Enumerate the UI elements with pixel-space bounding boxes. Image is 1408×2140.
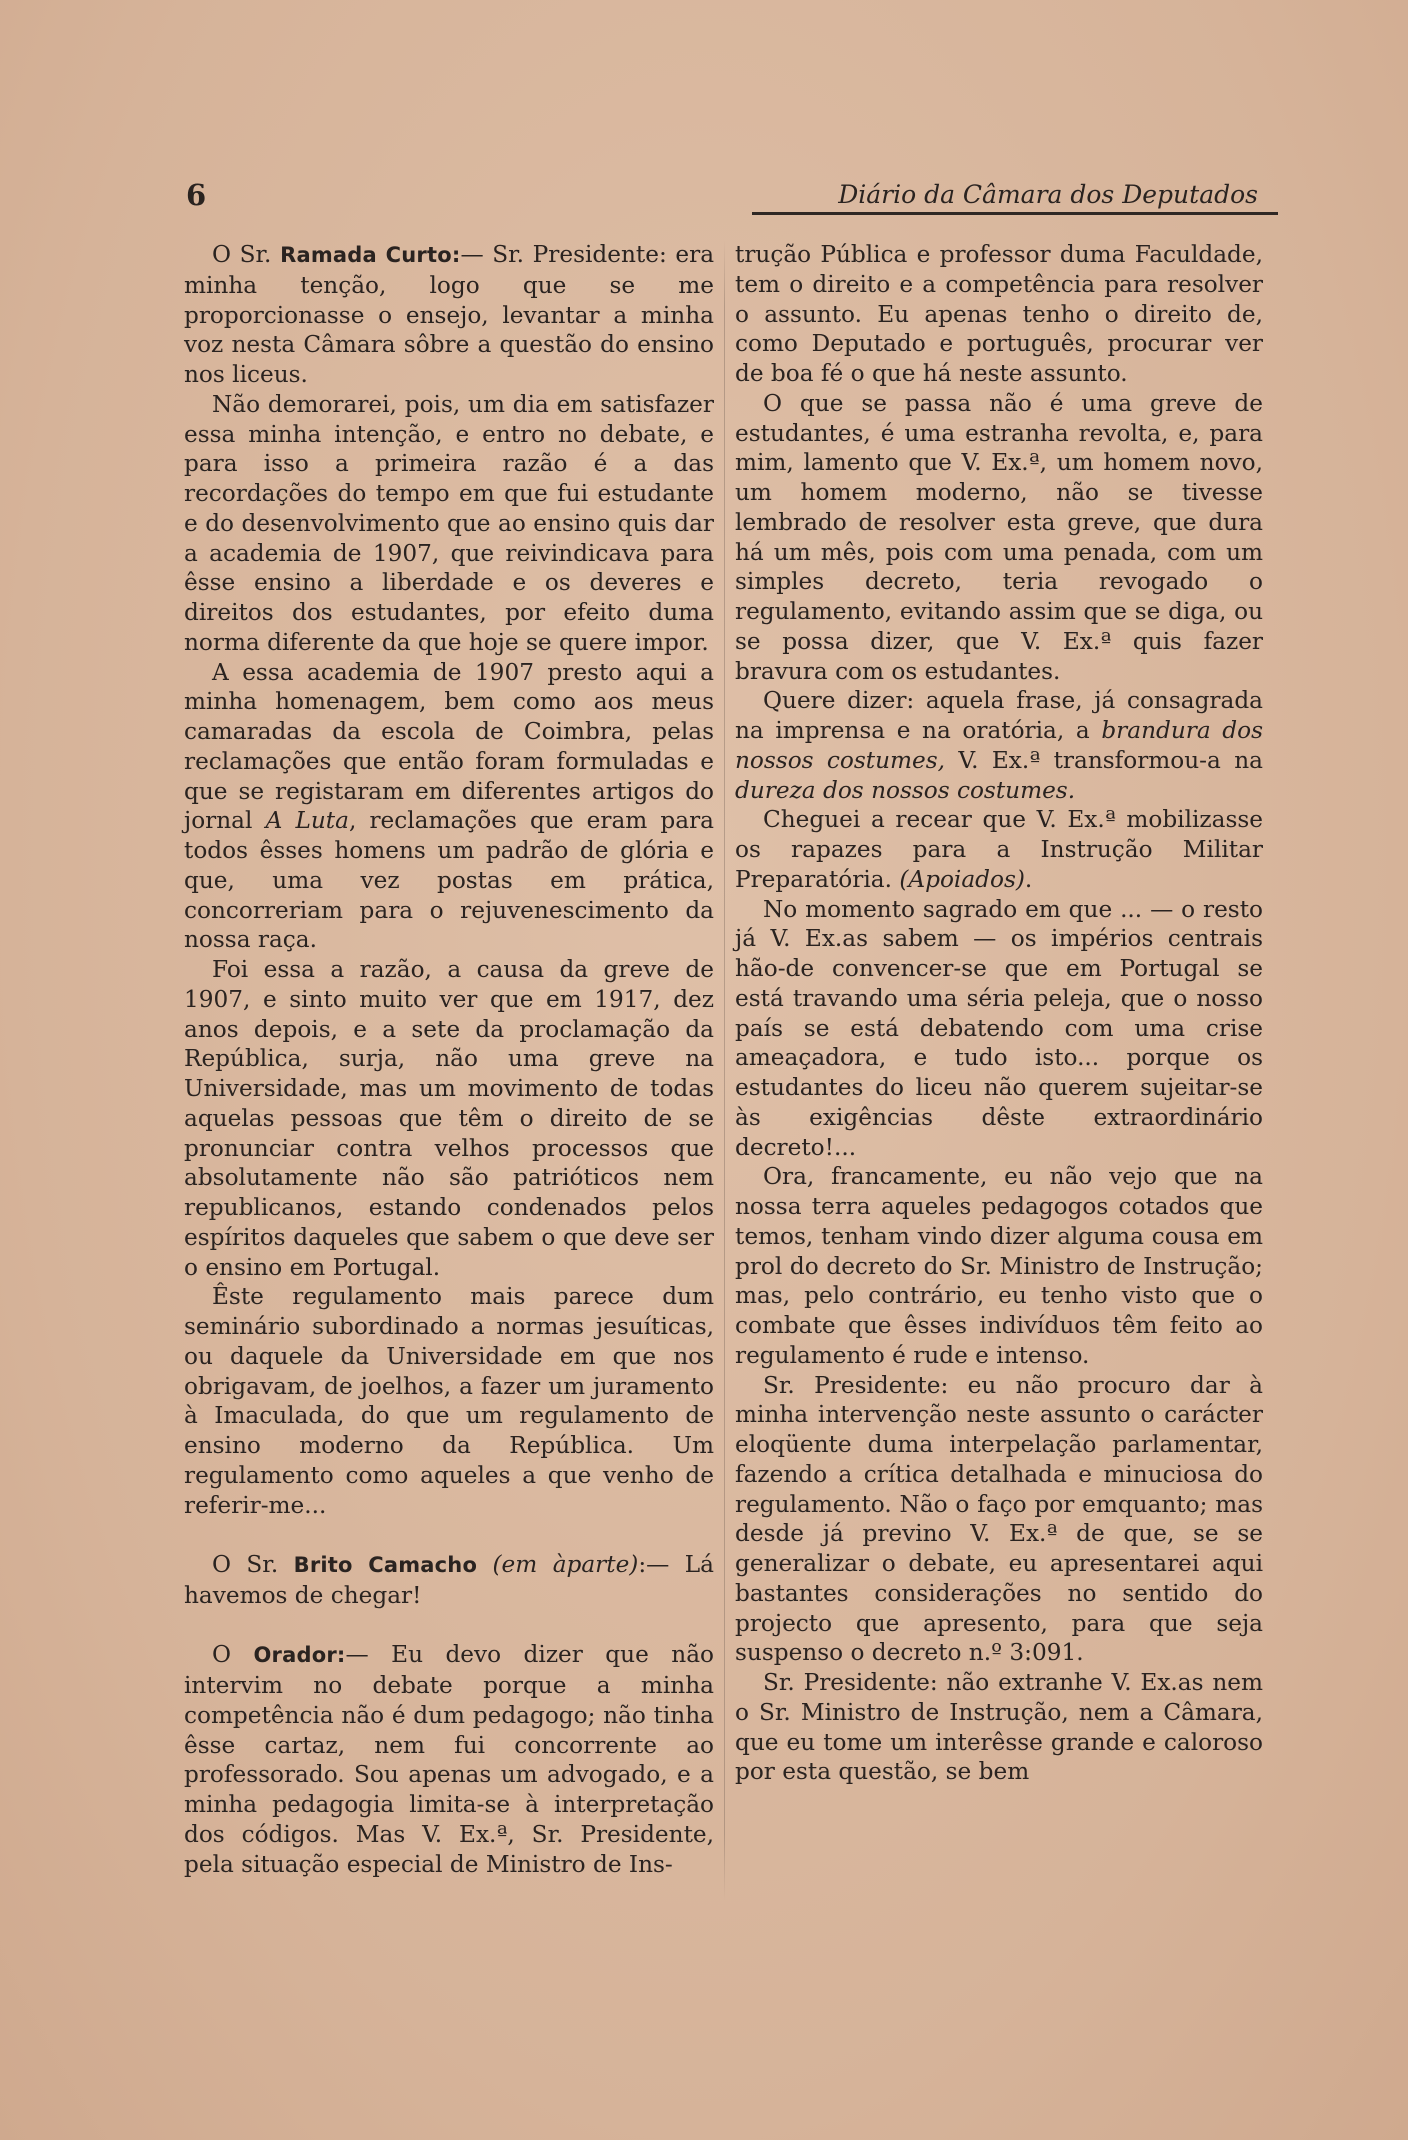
- speaker-title: O Sr.: [212, 241, 272, 268]
- paragraph: trução Pública e professor duma Faculdade, tem o direito e a competência para resolver o assunto. Eu apenas tenho o direito de, como Deputado e português, procurar ver de boa fé o que há neste assunto.: [735, 241, 1263, 387]
- paragraph: [735, 805, 1263, 894]
- paragraph-text: , reclamações que eram para todos êsses homens um padrão de glória e que, uma vez postas em prática, concorreriam para o rejuvenescimento da nossa raça.: [184, 807, 715, 954]
- column-divider: [724, 240, 725, 1900]
- paragraph: Êste regulamento mais parece dum seminário subordinado a normas jesuíticas, ou daquele da Universidade em que nos obrigavam, de joelhos, a fazer um juramento à Imaculada, do que um regulamento de ensino moderno da República. Um regulamento como aqueles a que venho de referir-me...: [184, 1283, 714, 1519]
- paragraph: Não demorarei, pois, um dia em satisfazer essa minha intenção, e entro no debate, e para isso a primeira razão é a das recordações do tempo em que fui estudante e do desenvolvimento que ao ensino quis dar a academia de 1907, que reivindicava para êsse ensino a liberdade e os deveres e direitos dos estudantes, por efeito duma norma diferente da que hoje se quere impor.: [184, 390, 714, 656]
- italic-phrase: dureza dos nossos costumes.: [735, 776, 1076, 804]
- aside-note: (Apoiados): [899, 865, 1025, 893]
- paragraph: [735, 686, 1263, 805]
- speech-text: — Sr. Presidente: era minha tenção, logo que se me proporcionasse o ensejo, levantar a minha voz nesta Câmara sôbre a questão do ensino nos liceus.: [184, 241, 715, 388]
- aside-note: (em àparte): [492, 1551, 639, 1578]
- left-column: [184, 240, 714, 1879]
- paragraph: Ora, francamente, eu não vejo que na nossa terra aqueles pedagogos cotados que temos, tenham vindo dizer alguma cousa em prol do decreto do Sr. Ministro de Instrução; mas, pelo contrário, eu tenho visto que o combate que êsses indivíduos têm feito ao regulamento é rude e intenso.: [735, 1163, 1263, 1369]
- paragraph-text: A essa academia de 1907 presto aqui a minha homenagem, bem como aos meus camaradas da escola de Coimbra, pelas reclamações que então foram formuladas e que se registaram em diferentes artigos do jornal: [184, 658, 714, 835]
- paragraph: [184, 658, 714, 956]
- speaker-title: O Sr.: [212, 1551, 279, 1578]
- italic-phrase: brandura dos nossos costumes,: [735, 717, 1263, 774]
- paragraph-text: V. Ex.ª transformou-a na: [945, 746, 1263, 774]
- running-title: Diário da Câmara dos Deputados: [838, 180, 1258, 209]
- paragraph: Foi essa a razão, a causa da greve de 1907, e sinto muito ver que em 1917, dez anos depois, e a sete da proclamação da República, surja, não uma greve na Universidade, mas um movimento de todas aquelas pessoas que têm o direito de se pronunciar contra velhos processos que absolutamente não são patrióticos nem republicanos, estando condenados pelos espíritos daqueles que sabem o que deve ser o ensino em Portugal.: [184, 956, 714, 1281]
- paragraph-text: .: [1024, 865, 1033, 893]
- paragraph-text: Cheguei a recear que V. Ex.ª mobilizasse os rapazes para a Instrução Militar Preparatória.: [735, 806, 1263, 893]
- paragraph: O que se passa não é uma greve de estudantes, é uma estranha revolta, e, para mim, lamento que V. Ex.ª, um homem novo, um homem moderno, não se tivesse lembrado de resolver esta greve, que dura há um mês, pois com uma penada, com um simples decreto, teria revogado o regulamento, evitando assim que se diga, ou se possa dizer, que V. Ex.ª quis fazer bravura com os estudantes.: [735, 389, 1263, 685]
- newspaper-title: A Luta: [265, 807, 349, 835]
- paragraph-text: Quere dizer: aquela frase, já consagrada na imprensa e na oratória, a: [735, 687, 1263, 744]
- speaker-name: Orador:: [253, 1643, 346, 1668]
- speech-text: :— Lá havemos de chegar!: [184, 1551, 714, 1609]
- header-rule: [752, 212, 1278, 215]
- paragraph: Sr. Presidente: não extranhe V. Ex.as nem o Sr. Ministro de Instrução, nem a Câmara, que eu tome um interêsse grande e caloroso por esta questão, se bem: [735, 1669, 1263, 1786]
- paragraph: Sr. Presidente: eu não procuro dar à minha intervenção neste assunto o carácter eloqüente duma interpelação parlamentar, fazendo a crítica detalhada e minuciosa do regulamento. Não o faço por emquanto; mas desde já previno V. Ex.ª de que, se se generalizar o debate, eu apresentarei aqui bastantes considerações no sentido do projecto que apresento, para que seja suspenso o decreto n.º 3:091.: [735, 1371, 1263, 1667]
- paragraph: [184, 1550, 714, 1611]
- speaker-name: Ramada Curto:: [280, 243, 461, 267]
- speaker-title: O: [212, 1641, 232, 1669]
- speaker-name: Brito Camacho: [293, 1553, 478, 1577]
- speech-text: — Eu devo dizer que não intervim no debate porque a minha competência não é dum pedagogo; não tinha êsse cartaz, nem fui concorrente ao professorado. Sou apenas um advogado, e a minha pedagogia limita-se à interpretação dos códigos. Mas V. Ex.ª, Sr. Presidente, pela situação especial de Ministro de Ins-: [184, 1641, 714, 1878]
- paragraph: [184, 240, 714, 390]
- right-column: [735, 240, 1263, 1787]
- page-number: 6: [186, 178, 207, 212]
- paragraph: No momento sagrado em que ... — o resto já V. Ex.as sabem — os impérios centrais hão-de convencer-se que em Portugal se está travando uma séria peleja, que o nosso país se está debatendo com uma crise ameaçadora, e tudo isto... porque os estudantes do liceu não querem sujeitar-se às exigências dêste extraordinário decreto!...: [735, 895, 1263, 1161]
- paragraph: [184, 1640, 714, 1879]
